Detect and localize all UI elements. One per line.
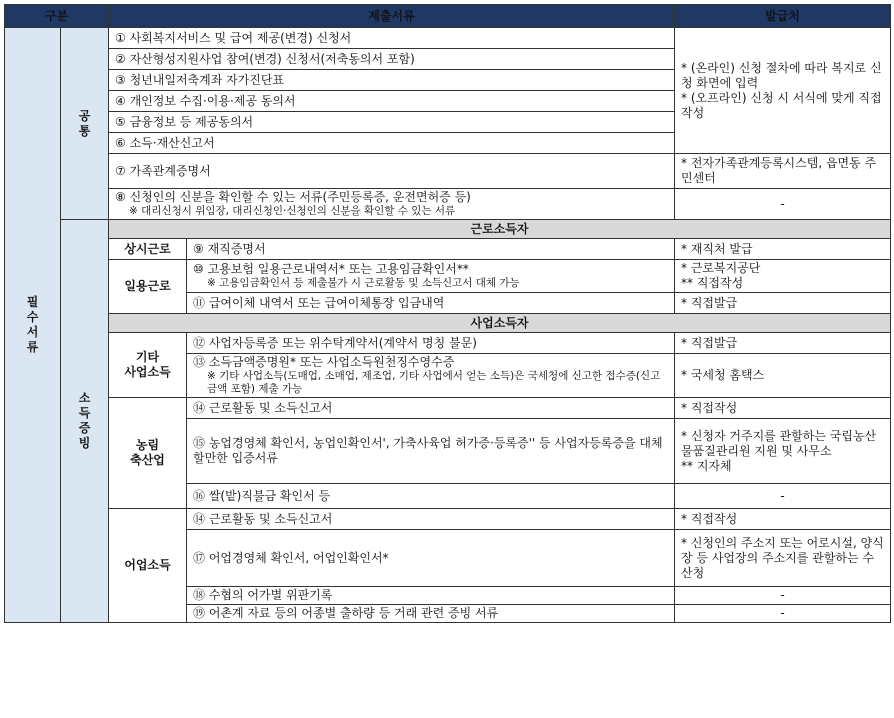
common-item-2: ② 자산형성지원사업 참여(변경) 신청서(저축동의서 포함) xyxy=(109,49,675,70)
other-issuer-13: * 국세청 홈택스 xyxy=(675,354,891,398)
fishery-item-19: ⑲ 어촌계 자료 등의 어종별 출하량 등 거래 관련 증빙 서류 xyxy=(187,605,675,623)
header-row xyxy=(5,5,891,28)
common-item-4: ④ 개인정보 수집·이용·제공 동의서 xyxy=(109,91,675,112)
required-documents-table xyxy=(4,4,891,623)
common-item-7: ⑦ 가족관계증명서 xyxy=(109,154,675,189)
business-income-band: 사업소득자 xyxy=(109,314,891,333)
other-item-13: ⑬ 소득금액증명원* 또는 사업소득원천징수영수증 ※ 기타 사업소득(도매업, 소매업, 제조업, 기타 사업에서 얻는 소득)은 국세청에 신고한 접수증(신고금액 포함) 제출 가능 xyxy=(187,354,675,398)
fishery-item-18: ⑱ 수협의 어가별 위판기록 xyxy=(187,587,675,605)
fishery-item-14: ⑭ 근로활동 및 소득신고서 xyxy=(187,509,675,530)
regular-issuer-9: * 재직처 발급 xyxy=(675,239,891,260)
agri-item-14: ⑭ 근로활동 및 소득신고서 xyxy=(187,398,675,419)
fishery-issuer-18: - xyxy=(675,587,891,605)
regular-work-label: 상시근로 xyxy=(109,239,187,260)
fishery-issuer-17: * 신청인의 주소지 또는 어로시설, 양식장 등 사업장의 주소지를 관할하는 수산청 xyxy=(675,530,891,587)
daily-work-label: 일용근로 xyxy=(109,260,187,314)
other-item-13-note: ※ 기타 사업소득(도매업, 소매업, 제조업, 기타 사업에서 얻는 소득)은 국세청에 신고한 접수증(신고금액 포함) 제출 가능 xyxy=(207,370,661,395)
regular-item-9: ⑨ 재직증명서 xyxy=(187,239,675,260)
other-business-label: 기타 사업소득 xyxy=(109,333,187,398)
daily-item-10: ⑩ 고용보험 일용근로내역서* 또는 고용임금확인서** ※ 고용임금확인서 등 제출불가 시 근로활동 및 소득신고서 대체 가능 xyxy=(187,260,675,293)
agri-issuer-15: * 신청자 거주지를 관할하는 국립농산물품질관리원 지원 및 사무소 ** 지자체 xyxy=(675,419,891,484)
common-item-5: ⑤ 금융정보 등 제공동의서 xyxy=(109,112,675,133)
fishery-item-17: ⑰ 어업경영체 확인서, 어업인확인서* xyxy=(187,530,675,587)
agri-label: 농림 축산업 xyxy=(109,398,187,509)
header-category: 구분 xyxy=(5,5,109,28)
daily-item-10-note: ※ 고용임금확인서 등 제출불가 시 근로활동 및 소득신고서 대체 가능 xyxy=(207,277,520,289)
common-issuer-8: - xyxy=(675,189,891,220)
other-item-12: ⑫ 사업자등록증 또는 위수탁계약서(계약서 명칭 불문) xyxy=(187,333,675,354)
fishery-issuer-19: - xyxy=(675,605,891,623)
common-item-8: ⑧ 신청인의 신분을 확인할 수 있는 서류(주민등록증, 운전면허증 등) ※ 대리신청시 위임장, 대리신청인·신청인의 신분을 확인할 수 있는 서류 xyxy=(109,189,675,220)
agri-issuer-14: * 직접작성 xyxy=(675,398,891,419)
income-proof-label: 소 득 증 빙 xyxy=(61,220,109,623)
common-item-6: ⑥ 소득·재산신고서 xyxy=(109,133,675,154)
common-issuer-online-offline: * (온라인) 신청 절차에 따라 복지로 신청 화면에 입력 * (오프라인) 신청 시 서식에 맞게 직접 작성 xyxy=(675,28,891,154)
daily-item-11: ⑪ 급여이체 내역서 또는 급여이체통장 입금내역 xyxy=(187,293,675,314)
fishery-issuer-14: * 직접작성 xyxy=(675,509,891,530)
header-issuer: 발급처 xyxy=(675,5,891,28)
agri-item-16: ⑯ 쌀(밭)직불금 확인서 등 xyxy=(187,484,675,509)
fishery-label: 어업소득 xyxy=(109,509,187,623)
agri-item-15: ⑮ 농업경영체 확인서, 농업인확인서', 가축사육업 허가증·등록증'' 등 사업자등록증을 대체할만한 입증서류 xyxy=(187,419,675,484)
daily-issuer-11: * 직접발급 xyxy=(675,293,891,314)
common-issuer-7: * 전자가족관계등록시스템, 읍면동 주민센터 xyxy=(675,154,891,189)
common-item-3: ③ 청년내일저축계좌 자가진단표 xyxy=(109,70,675,91)
common-item-8-note: ※ 대리신청시 위임장, 대리신청인·신청인의 신분을 확인할 수 있는 서류 xyxy=(129,205,456,217)
header-documents: 제출서류 xyxy=(109,5,675,28)
agri-issuer-16: - xyxy=(675,484,891,509)
common-item-1: ① 사회복지서비스 및 급여 제공(변경) 신청서 xyxy=(109,28,675,49)
required-docs-group-label: 필 수 서 류 xyxy=(5,28,61,623)
daily-issuer-10: * 근로복지공단 ** 직접작성 xyxy=(675,260,891,293)
other-issuer-12: * 직접발급 xyxy=(675,333,891,354)
earned-income-band: 근로소득자 xyxy=(109,220,891,239)
common-docs-label: 공 통 xyxy=(61,28,109,220)
